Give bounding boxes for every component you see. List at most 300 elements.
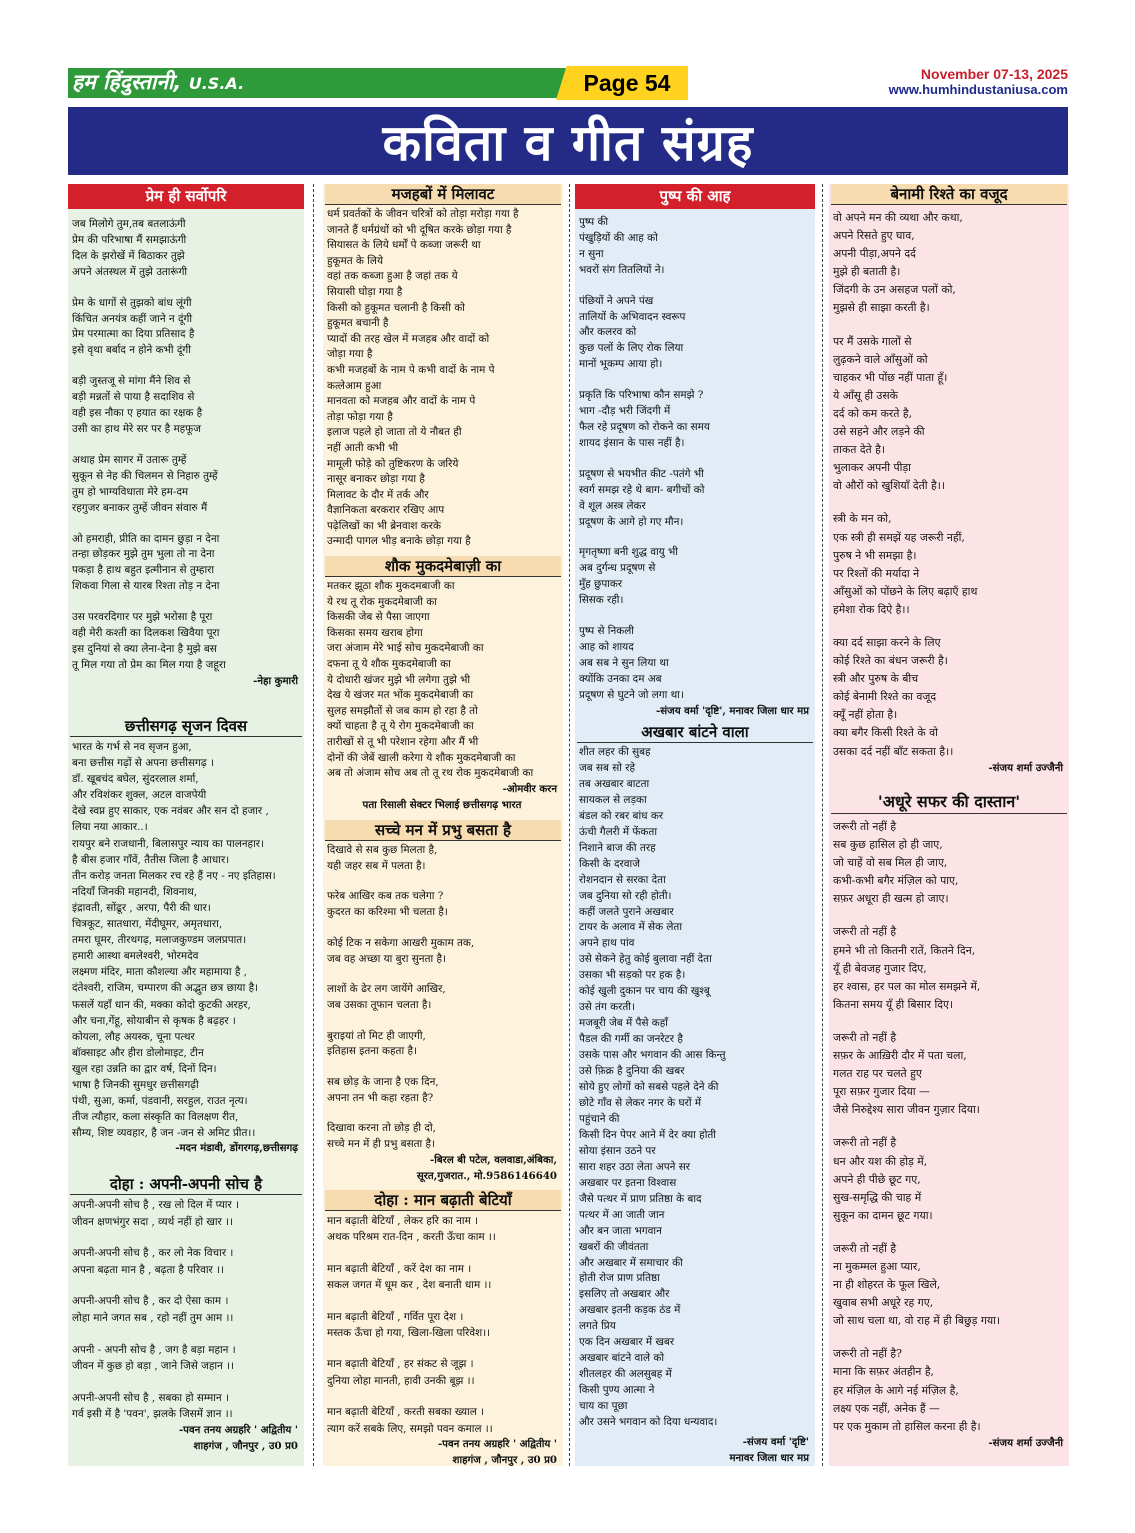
poem-line: बड़ी जुस्तजू से मांगा मैंने शिव से xyxy=(72,375,191,388)
poem-line: अपने अंतस्थल में तुझे उतारूंगी xyxy=(72,265,188,278)
poem-body xyxy=(68,1195,304,1423)
poem-line xyxy=(579,279,811,294)
poem-line: जब वह अच्छा या बुरा सुनता है। xyxy=(327,952,446,965)
poem-line: शीत लहर की सुबह xyxy=(579,746,651,758)
poem-line: हमारी आस्था बमलेश्वरी, भोरमदेव xyxy=(72,950,199,963)
poem-adhure-safar-ki-dastaan xyxy=(829,790,1069,1452)
poem-author: -पवन तनय अग्रहरि ' अद्वितीय ' xyxy=(178,1423,298,1436)
poem-line: मजबूरी जेब में पैसे कहाँ xyxy=(579,1017,668,1030)
poem-line: उस परवरदिगार पर मुझे भरोसा है पूरा xyxy=(72,611,213,624)
poem-line: नहीं आती कभी भी xyxy=(327,441,399,454)
poem-author-place: शाहगंज , जौनपुर , उ0 प्र0 xyxy=(452,1454,557,1466)
column-3 xyxy=(575,184,815,1466)
poem-line: उन्मादी पागल भीड़ बनाके छोड़ा गया है xyxy=(327,535,471,548)
poem-line: प्रेम के धागों से तुझको बांध लूंगी xyxy=(72,296,192,309)
poem-line: तीन करोड़ जनता मिलकर रच रहे हैं नए - नए इतिहास। xyxy=(72,869,276,882)
page-number: Page 54 xyxy=(583,70,671,96)
poem-author: -मदन मंडावी, डोंगरगढ़,छत्तीसगढ़ xyxy=(175,1142,298,1155)
poem-line: सफ़र के आख़िरी दौर में पता चला, xyxy=(833,1049,967,1063)
poem-body xyxy=(323,577,563,782)
poem-line: क्यों चाहता है तू ये रोग मुकदमेबाजी का xyxy=(327,720,474,733)
poem-line: सोया इंसान उठने पर xyxy=(579,1144,656,1157)
poem-line: क्योंकि उनका दम अब xyxy=(579,672,662,685)
poem-line: अखबार इतनी कड़क ठंड में xyxy=(579,1304,681,1317)
poem-line: तू मिल गया तो प्रेम का मिल गया है जहूरा xyxy=(72,658,226,671)
poem-line: पर मैं उसके गालों से xyxy=(833,334,912,348)
poem-line: फरेब आखिर कब तक चलेगा ? xyxy=(327,890,444,903)
poem-line: जरूरी तो नहीं है xyxy=(833,1241,897,1255)
poem-line: पुरुष ने भी समझा है। xyxy=(833,548,917,562)
poem-line: वहां तक कब्जा हुआ है जहां तक ये xyxy=(327,270,458,283)
poem-line: तालियों के अभिवादन स्वरूप xyxy=(579,310,686,323)
poem-line: प्रदूषण के आगे हो गए मौन। xyxy=(579,515,684,528)
poem-line: एक दिन अखबार में खबर xyxy=(579,1336,675,1349)
poem-line xyxy=(72,1375,300,1390)
poem-line: दुनिया लोहा मानती, हावी उनकी बूझ ।। xyxy=(327,1374,475,1387)
poem-author: -बिरल बी पटेल, वलवाडा,अंबिका, xyxy=(430,1153,557,1166)
poem-line: उसका दर्द नहीं बाँट सकता है।। xyxy=(833,744,954,758)
poem-line: जरूरी तो नहीं है? xyxy=(833,1347,902,1361)
poem-line xyxy=(833,1014,1065,1029)
poem-line: पर एक मुकाम तो हासिल करना ही है। xyxy=(833,1419,981,1433)
poem-author: -पवन तनय अग्रहरि ' अद्वितीय ' xyxy=(437,1438,557,1451)
poem-line: स्त्री के मन को, xyxy=(833,512,892,526)
poem-line: भाषा है जिनकी सुमधुर छत्तीसगढ़ी xyxy=(72,1078,199,1091)
poem-line: और अखबार में समाचार की xyxy=(579,1256,683,1269)
poem-line: सौम्य, शिष्ट व्यवहार, है जन -जन से अमिट प्रीत।। xyxy=(72,1127,256,1140)
poem-line: वैज्ञानिकता बरकरार रखिए आप xyxy=(327,504,445,517)
poem-line: किंचित अनयंत्र कहीं जाने न दूंगी xyxy=(72,312,193,325)
poem-line: चाय का पूछा xyxy=(579,1400,628,1413)
poem-line: किसका समय खराब होगा xyxy=(327,626,423,639)
poem-line: जीवन में कुछ हो बड़ा , जाने जिसे जहान ।। xyxy=(72,1360,234,1373)
poem-author: -संजय शर्मा उज्जैनी xyxy=(988,761,1063,774)
poem-body xyxy=(323,841,563,1153)
poem-line: फसलें यहाँ धान की, मक्का कोदो कुटकी अरहर, xyxy=(72,998,251,1011)
poem-line: मान बढ़ाती बेटियाँ , लेकर हरि का नाम । xyxy=(327,1215,479,1227)
poem-line: वे शूल अस्त्र लेकर xyxy=(579,499,646,512)
poem-line: पहुंचाने की xyxy=(579,1112,620,1125)
poem-line: उसे फ़िक्र है दुनिया की खबर xyxy=(579,1065,685,1078)
poem-line xyxy=(72,595,300,610)
poem-line: पंछियों ने अपने पंख xyxy=(579,294,654,307)
poem-line: और चना,गेंहू, सोयाबीन से कृषक है बढ़हर । xyxy=(72,1014,236,1027)
poem-line xyxy=(327,921,559,936)
poem-line: निशाने बाज की तरह xyxy=(579,841,656,854)
poem-line: इलाज पहले हो जाता तो ये नौबत ही xyxy=(327,426,462,439)
poem-line: अपनी-अपनी सोच है , रख लो दिल में प्यार । xyxy=(72,1199,239,1211)
poem-line: जरूरी तो नहीं है xyxy=(833,820,897,833)
poem-line: रोशनदान से सरका देता xyxy=(579,873,666,886)
poem-line: है बीस हजार गाँवें, तैतीस जिला है आधार। xyxy=(72,853,230,866)
poem-author-place: मनावर जिला धार मप्र xyxy=(729,1451,809,1464)
poem-heading: मजहबों में मिलावट xyxy=(325,184,561,205)
poem-heading: दोहा : अपनी-अपनी सोच है xyxy=(70,1174,302,1195)
poem-line: भुलाकर अपनी पीड़ा xyxy=(833,461,911,475)
poem-line: लक्ष्य एक नहीं, अनेक हैं — xyxy=(833,1401,940,1415)
poem-line: हर श्वास, हर पल का मोल समझने में, xyxy=(833,979,981,993)
poem-author: -संजय वर्मा 'दृष्टि' xyxy=(742,1435,809,1448)
poem-line: कोई खुली दुकान पर चाय की खुश्बू xyxy=(579,985,710,998)
poem-line: सियासी घोड़ा गया है xyxy=(327,285,403,298)
poem-line xyxy=(327,874,559,889)
column-4 xyxy=(829,184,1069,1466)
poem-line: ये दोधारी खंजर मुझे भी लगेगा तुझे भी xyxy=(327,673,471,686)
poem-line: अखबार बांटने वाले को xyxy=(579,1352,665,1365)
poem-line: पूरा सफ़र गुजार दिया — xyxy=(833,1085,930,1099)
poem-line: लोहा माने जगत सब , रहो नहीं तुम आम ।। xyxy=(72,1311,234,1324)
poem-line: उसे सेकने हेतु कोई बुलावा नहीं देता xyxy=(579,953,712,966)
poem-line: मुझसे ही साझा करती है। xyxy=(833,301,930,315)
poem-line: अब तो अंजाम सोच अब तो तू रथ रोक मुकदमेबाजी का xyxy=(327,767,534,780)
poem-line: अपने रिसते हुए घाव, xyxy=(833,229,915,243)
poem-line: तमरा घूमर, तीरथगढ़, मलाजकुण्डम जलप्रपात। xyxy=(72,934,247,947)
poem-line: मामूली फोड़े को तुष्टिकरण के जरिये xyxy=(327,457,459,470)
poem-author: -संजय शर्मा उज्जैनी xyxy=(988,1436,1063,1449)
poem-line: चाहकर भी पोंछ नहीं पाता हूँ। xyxy=(833,370,948,384)
poem-line: जैसे पत्थर में प्राण प्रतिष्ठा के बाद xyxy=(579,1192,702,1205)
poem-line: नासूर बनाकर छोड़ा गया है xyxy=(327,473,425,486)
poem-line: वो औरों को खुशियाँ देती है।। xyxy=(833,479,945,493)
poem-line: पकड़ा है हाथ बहुत इत्मीनान से तुम्हारा xyxy=(72,564,215,577)
poem-line: तब अखबार बाटता xyxy=(579,777,650,790)
poem-line: जब सब सो रहे xyxy=(579,761,635,774)
poem-line: प्यादों की तरह खेल में मजहब और वादों को xyxy=(327,332,490,345)
poem-line: सोये हुए लोगों को सबसे पहले देने की xyxy=(579,1081,719,1094)
poem-line: आह को शायद xyxy=(579,640,634,653)
poem-line: खुल रहा उन्नति का द्वार वर्ष, दिनों दिन। xyxy=(72,1062,217,1075)
poem-line: वही इस नौका ए हयात का रक्षक है xyxy=(72,407,203,420)
poem-line: किसी दिन पेपर आने में देर क्या होती xyxy=(579,1128,716,1141)
poem-line: ताकत देते है। xyxy=(833,443,885,457)
poem-line: क्या बगैर किसी रिश्ते के वो xyxy=(833,726,938,740)
poem-line: जरूरी तो नहीं है xyxy=(833,925,897,939)
poem-line: बुराइयां तो मिट ही जाएगी, xyxy=(327,1029,426,1042)
poem-line: उसे तंग करती। xyxy=(579,1001,635,1014)
poem-line: कभी-कभी बगैर मंज़िल को पाए, xyxy=(833,874,959,888)
poem-line: मिलावट के दौर में तर्क और xyxy=(327,488,429,501)
poem-line: किसी को हुकूमत चलानी है किसी को xyxy=(327,301,465,314)
poem-line: लगते प्रिय xyxy=(579,1320,616,1333)
poem-line: सिसक रही। xyxy=(579,594,624,607)
poem-line xyxy=(833,1119,1065,1134)
poem-line xyxy=(579,373,811,388)
poem-line: अब सब ने सुन लिया था xyxy=(579,656,669,669)
poem-line: मान बढ़ाती बेटियाँ , करती सबका ख्याल । xyxy=(327,1406,485,1419)
poem-line: प्रदूषण से भयभीत कीट -पतंगे भी xyxy=(579,467,704,480)
poem-body xyxy=(323,205,563,550)
poem-line: बंडल को रबर बांध कर xyxy=(579,809,664,822)
poem-line: सकल जगत में धूम कर , देश बनाती धाम ।। xyxy=(327,1279,492,1292)
poem-line xyxy=(327,1246,559,1261)
poem-line: हुकूमत के लिये xyxy=(327,254,383,267)
poem-line: फैल रहे प्रदूषण को रोकने का समय xyxy=(579,420,710,433)
poem-line: सुलह समझौतों से जब काम हो रहा है तो xyxy=(327,704,478,717)
poem-author: -ओमवीर करन xyxy=(502,782,557,795)
poem-line: तीज त्यौहार, कला संस्कृति का विलक्षण रीत, xyxy=(72,1111,239,1124)
poem-line: बॉक्साइट और हीरा डोलोमाइट, टीन xyxy=(72,1046,204,1059)
poem-doha-maan-badhati-betiyan xyxy=(323,1190,563,1466)
poem-body xyxy=(323,1211,563,1437)
poem-line: अपनी-अपनी सोच है , कर लो नेक विचार । xyxy=(72,1247,234,1260)
poem-line: मतकर झूठा शौक मुकदमबाजी का xyxy=(327,580,455,592)
poem-line xyxy=(72,517,300,532)
poem-heading: शौक मुकदमेबाज़ी का xyxy=(325,556,561,577)
poem-line: कुछ पलों के लिए रोक लिया xyxy=(579,342,684,355)
section-banner xyxy=(68,107,1068,175)
poem-author: -संजय वर्मा 'दृष्टि', मनावर जिला धार मप्र xyxy=(656,704,809,717)
poem-line: क्या दर्द साझा करने के लिए xyxy=(833,635,941,649)
poem-line: धर्म प्रवर्तकों के जीवन चरित्रों को तोड़ा मरोड़ा गया है xyxy=(327,208,519,220)
poem-line: कत्लेआम हुआ xyxy=(327,379,382,392)
poem-line xyxy=(833,495,1065,510)
poem-line: इतिहास इतना कहता है। xyxy=(327,1045,417,1058)
poem-line: लाशों के ढेर लग जायेंगे आखिर, xyxy=(327,983,446,996)
poem-line: हमेशा रोक दिऐ है।। xyxy=(833,602,910,616)
poem-line: वही मेरी कश्ती का दिलकश खिवैया पूरा xyxy=(72,627,220,640)
poem-body xyxy=(575,743,815,1431)
poem-line: स्वर्ग समझ रहे थे बाग- बगीचों को xyxy=(579,483,705,496)
poem-line: भवरों संग तितलियों ने। xyxy=(579,263,665,276)
poem-line xyxy=(327,1389,559,1404)
poem-line: खबरों की जीवंतता xyxy=(579,1240,649,1253)
poem-line: इसलिए तो अखबार और xyxy=(579,1288,670,1301)
column-divider xyxy=(313,184,314,1466)
poem-line: मान बढ़ाती बेटियाँ , करें देश का नाम । xyxy=(327,1262,472,1275)
poem-line: गर्व इसी में है 'पवन', झलके जिसमें ज्ञान ।। xyxy=(72,1408,233,1421)
masthead xyxy=(68,66,1068,100)
poem-line: सायकल से लड़का xyxy=(579,793,647,806)
poem-line: ओ हमराही, प्रीति का दामन छुड़ा न देना xyxy=(72,532,220,545)
poem-line: अथाह प्रेम सागर में उतारू तुम्हें xyxy=(72,453,187,466)
poem-line: जब दुनिया सो रही होती। xyxy=(579,889,672,902)
poem-line xyxy=(72,1230,300,1245)
poem-akhbar-baantne-wala xyxy=(575,722,815,1466)
poem-line: दिखावे से सब कुछ मिलता है, xyxy=(327,844,438,856)
poem-line: वो अपने मन की व्यथा और कथा, xyxy=(833,211,963,224)
poem-line: हर मंज़िल के आगे नई मंज़िल है, xyxy=(833,1383,959,1397)
poem-line: कहीं जलते पुराने अखबार xyxy=(579,905,674,918)
poem-heading: प्रेम ही सर्वोपरि xyxy=(68,184,304,209)
poem-line xyxy=(72,281,300,296)
poem-line: दर्द को कम करते है, xyxy=(833,406,913,420)
poem-line: सब छोड़ के जाना है एक दिन, xyxy=(327,1076,439,1089)
poem-line: अपनी-अपनी सोच है , सबका हो सम्मान । xyxy=(72,1391,229,1404)
poem-line: सच्चे मन में ही प्रभु बसता है। xyxy=(327,1138,436,1151)
poem-sachche-man-mein-prabhu xyxy=(323,820,563,1185)
website-url[interactable]: www.humhindustaniusa.com xyxy=(888,82,1068,97)
poem-majhabon-mein-milawat xyxy=(323,184,563,550)
poem-line xyxy=(327,1106,559,1121)
poem-heading: छत्तीसगढ़ सृजन दिवस xyxy=(70,716,302,737)
poem-line: मान बढ़ाती बेटियाँ , गर्वित पूरा देश । xyxy=(327,1310,464,1323)
poem-line: पत्थर में आ जाती जान xyxy=(579,1208,665,1221)
poem-line: जो साथ चला था, वो राह में ही बिछुड़ गया। xyxy=(833,1314,1001,1328)
poem-line: सुख-समृद्धि की चाह में xyxy=(833,1190,922,1204)
section-title: कविता व गीत संग्रह xyxy=(382,114,754,172)
poem-line: अपना तन भी कहा रहता है? xyxy=(327,1091,434,1104)
poem-line: मानवता को मजहब और वादों के नाम पे xyxy=(327,395,476,408)
poem-line: अब दुर्गन्ध प्रदूषण से xyxy=(579,562,656,575)
poem-line: प्रेम की परिभाषा मैं समझाऊंगी xyxy=(72,233,187,246)
poem-line xyxy=(327,1341,559,1356)
publication-title-suffix: U.S.A. xyxy=(188,74,245,93)
poem-line: बना छत्तीस गढ़ों से अपना छत्तीसगढ़ । xyxy=(72,757,214,770)
poem-line: तोड़ा फोड़ा गया है xyxy=(327,410,393,423)
poem-line: चित्रकूट, सातधारा, मेंदीघूमर, अमृतधारा, xyxy=(72,918,223,931)
poem-line: मृगतृष्णा बनी शुद्ध वायु भी xyxy=(579,546,678,559)
poem-line: छोटे गाँव से लेकर नगर के घरों में xyxy=(579,1096,702,1109)
poem-line: देख ये खंजर मत भोंक मुकदमेबाजी का xyxy=(327,689,474,702)
poem-heading: 'अधूरे सफर की दास्तान' xyxy=(831,790,1067,814)
poem-line: इंद्रावती, सोंढूर , अरपा, पैरी की धार। xyxy=(72,901,211,914)
poem-line xyxy=(579,452,811,467)
poem-line: उसे सहने और लड़ने की xyxy=(833,425,925,439)
poem-line: इस दुनियां से क्या लेना-देना है मुझे बस xyxy=(72,642,217,655)
poem-line: और कलरव को xyxy=(579,326,637,339)
poem-body xyxy=(829,814,1069,1436)
poem-line: एक स्त्री ही समझें यह जरूरी नहीं, xyxy=(833,530,965,544)
poem-line: भारत के गर्भ से नव सृजन हुआ, xyxy=(72,741,192,753)
poem-line: जब उसका तूफान चलता है। xyxy=(327,998,432,1011)
poem-line: माना कि सफ़र अंतहीन है, xyxy=(833,1365,934,1379)
poem-line: ऊंची गैलरी में फेंकता xyxy=(579,825,658,838)
poem-line: तुम हो भाग्यविधाता मेरे हम-दम xyxy=(72,485,189,498)
poem-line: कोई टिक न सकेगा आखरी मुकाम तक, xyxy=(327,936,475,949)
poem-doha-apni-apni-soch xyxy=(68,1174,304,1455)
poem-line: सियासत के लिये धर्मों पे कब्जा जरूरी था xyxy=(327,239,481,252)
poem-body xyxy=(68,737,304,1141)
poem-line: सारा शहर उठा लेता अपने सर xyxy=(579,1160,690,1173)
poem-line: दिखावा करना तो छोड़ ही दो, xyxy=(327,1122,436,1135)
poem-line: मुझे ही बताती है। xyxy=(833,265,901,279)
poem-line xyxy=(327,1060,559,1075)
poem-line: दोनों की जेबें खाली करेगा ये शौक मुकदमेबाजी का xyxy=(327,751,516,764)
poem-line: जीवन क्षणभंगुर सदा , व्यर्थ नहीं हो खार ।। xyxy=(72,1215,233,1228)
poem-line: अपने हाथ पांव xyxy=(579,937,635,950)
column-divider xyxy=(822,184,823,1466)
poem-line: लिया नया आकार..। xyxy=(72,821,148,834)
poem-author-place: पता रिसाली सेक्टर भिलाई छत्तीसगढ़ भारत xyxy=(362,798,522,811)
poem-line: अखबार पर इतना विश्वास xyxy=(579,1176,677,1189)
poem-line: तन्हा छोड़कर मुझे तुम भुला तो ना देना xyxy=(72,548,215,561)
poem-line: खुवाब सभी अधूरे रह गए, xyxy=(833,1296,934,1310)
poem-heading: अखबार बांटने वाला xyxy=(577,722,813,743)
poem-line xyxy=(833,318,1065,333)
poem-line: उसके पास और भगवान की आस किन्तु xyxy=(579,1049,726,1062)
poem-author-place: सूरत,गुजरात., मो.9586146640 xyxy=(416,1169,557,1182)
poem-line: किसी पुण्य आत्मा ने xyxy=(579,1384,655,1397)
issue-date: November 07-13, 2025 xyxy=(920,66,1068,82)
poem-line: रायपुर बने राजधानी, बिलासपुर न्याय का पालनहार। xyxy=(72,837,264,850)
poem-line: किसकी जेब से पैसा जाएगा xyxy=(327,611,430,624)
poem-heading: सच्चे मन में प्रभु बसता है xyxy=(325,820,561,841)
poem-body xyxy=(68,209,304,674)
poem-line: ये आँसू ही उसके xyxy=(833,388,898,402)
poem-body xyxy=(575,209,815,704)
column-1 xyxy=(68,184,304,1466)
poem-line: जानते हैं धर्मग्रंथों को भी दूषित करके छोड़ा गया है xyxy=(327,223,512,236)
poem-line xyxy=(72,359,300,374)
poem-shauk-mukadmebaazi xyxy=(323,556,563,814)
poem-line: उसका भी सड़को पर हक है। xyxy=(579,969,686,982)
poem-heading: दोहा : मान बढ़ाती बेटियाँ xyxy=(325,1190,561,1211)
poem-line xyxy=(327,967,559,982)
poem-line: कोयला, लौह अयस्क, चूना पत्थर xyxy=(72,1030,195,1043)
poem-line: मान बढ़ाती बेटियाँ , हर संकट से जूझ । xyxy=(327,1358,474,1371)
poem-line: ना मुकम्मल हुआ प्यार, xyxy=(833,1259,921,1273)
poem-line: प्रेम परमात्मा का दिया प्रतिसाद है xyxy=(72,328,195,341)
poem-line: जरूरी तो नहीं है xyxy=(833,1136,897,1150)
poem-line: शीतलहर की अलसुबह में xyxy=(579,1368,672,1381)
poem-line: धन और यश की होड़ में, xyxy=(833,1154,928,1168)
poem-line: प्रदूषण से घुटने जो लगा था। xyxy=(579,688,684,701)
poem-line xyxy=(833,1225,1065,1240)
poem-line: सफ़र अधूरा ही खत्म हो जाए। xyxy=(833,892,949,906)
poem-line: दिल के झरोखें में बिठाकर तुझे xyxy=(72,249,185,262)
poem-author-place: शाहगंज , जौनपुर , उ0 प्र0 xyxy=(193,1439,298,1452)
poem-line: तारीखों से तू भी परेशान रहेगा और मैं भी xyxy=(327,735,479,748)
poem-line: अपने ही पीछे छूट गए, xyxy=(833,1172,921,1186)
poem-line: प्रकृति कि परिभाषा कौन समझे ? xyxy=(579,389,704,402)
poem-line: पैडल की गर्मी का जनरेटर है xyxy=(579,1033,683,1046)
poem-line: ये रथ तू रोक मुकदमेबाजी का xyxy=(327,595,437,608)
poem-line: क्यूँ नहीं होता है। xyxy=(833,708,898,722)
poem-line: अपनी-अपनी सोच है , कर दो ऐसा काम । xyxy=(72,1295,229,1308)
poem-line: न सुना xyxy=(579,247,604,260)
poem-line: और रविशंकर शुक्ल, अटल वाजपेयी xyxy=(72,789,207,802)
poem-line: जरा अंजाम मेरे भाई सोच मुकदमेबाजी का xyxy=(327,642,484,655)
poem-line: पुष्प से निकली xyxy=(579,625,634,638)
poem-line: नदियाँ जिनकी महानदी, शिवनाथ, xyxy=(72,885,198,898)
poem-line: पंथी, सुआ, कर्मा, पंडवानी, सरहुल, राउत नृत्य। xyxy=(72,1095,248,1108)
poem-line: दंतेश्वरी, राजिम, चम्पारण की अद्भुत छत्र छाया है। xyxy=(72,982,259,995)
poem-line: स्त्री और पुरुष के बीच xyxy=(833,672,919,686)
poem-heading: बेनामी रिश्ते का वजूद xyxy=(831,184,1067,205)
poem-line: पर रिश्तों की मर्यादा ने xyxy=(833,566,920,580)
poem-line: जिंदगी के उन असहज पलों को, xyxy=(833,283,956,297)
poem-line: जब मिलोगे तुम,तब बतलाऊंगी xyxy=(72,218,186,230)
poem-line: अपनी पीड़ा,अपने दर्द xyxy=(833,247,916,261)
poem-line xyxy=(833,908,1065,923)
poem-body xyxy=(829,205,1069,761)
poem-chhattisgarh-srijan-diwas xyxy=(68,716,304,1157)
poem-line: और बन जाता भगवान xyxy=(579,1224,662,1237)
poem-line: गलत राह पर चलते हुए xyxy=(833,1067,922,1081)
poem-line: पढ़ेलिखों का भी ब्रेनवाश करके xyxy=(327,519,441,532)
poem-line: लक्ष्मण मंदिर, माता कौशल्या और महामाया है , xyxy=(72,966,247,979)
poem-line: डॉ. खूबचंद बघेल, सुंदरलाल शर्मा, xyxy=(72,773,199,786)
poem-line xyxy=(72,438,300,453)
poem-line: कभी मजहबों के नाम पे कभी वादों के नाम पे xyxy=(327,363,495,376)
poem-line: इसे वृथा बर्बाद न होने कभी दूंगी xyxy=(72,344,191,357)
poem-line: आँसुओं को पोंछने के लिए बढ़ाएँ हाथ xyxy=(833,584,978,598)
poem-line: जो चाहें वो सब मिल ही जाए, xyxy=(833,856,948,870)
poem-line: उसी का हाथ मेरे सर पर है महफूज xyxy=(72,422,201,435)
poem-line: कितना समय यूँ ही बिसार दिए। xyxy=(833,997,954,1011)
poem-line: अपना बढ़ता मान है , बढ़ता है परिवार ।। xyxy=(72,1263,224,1276)
poem-line: मानों भूकम्प आया हो। xyxy=(579,358,663,371)
column-divider xyxy=(569,184,570,1466)
poem-line: कोई रिश्ते का बंधन जरूरी है। xyxy=(833,654,948,668)
poem-line: कुदरत का करिश्मा भी चलता है। xyxy=(327,906,448,919)
poem-prem-hi-sarvopari xyxy=(68,184,304,690)
poem-line: जोड़ा गया है xyxy=(327,348,373,361)
poem-benaami-rishte-ka-wajood xyxy=(829,184,1069,777)
poem-line: बड़ी मन्नतों से पाया है सदाशिव से xyxy=(72,391,195,404)
poem-line: कोई बेनामी रिश्ते का वजूद xyxy=(833,690,937,704)
poem-heading: पुष्प की आह xyxy=(575,184,815,209)
